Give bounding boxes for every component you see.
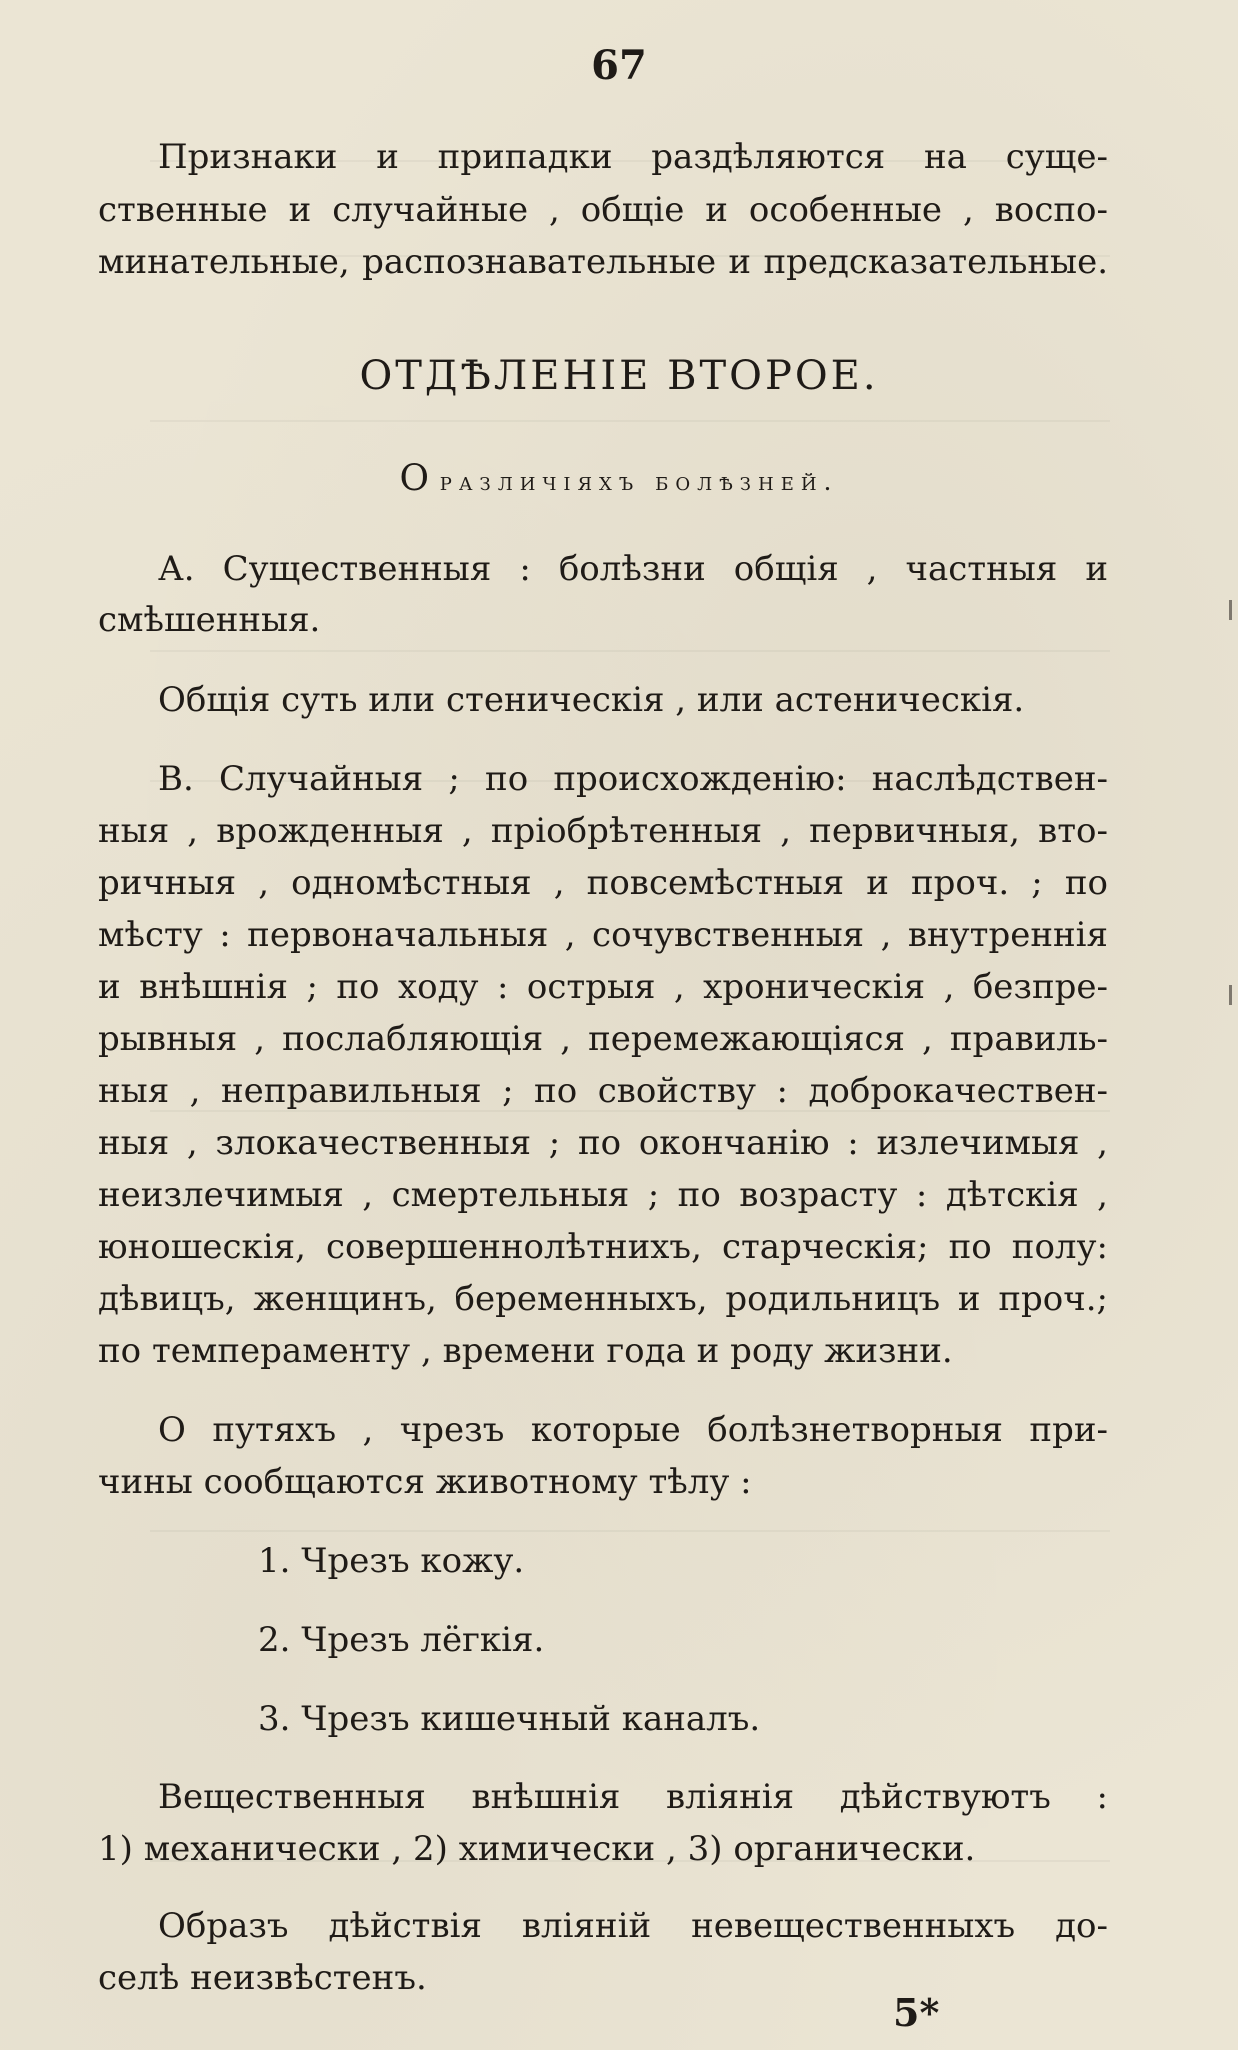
section-b-line-11: дѣвицъ, женщинъ, беременныхъ, родильницъ и проч.; [98, 1279, 1108, 1319]
material-line-1: Вещественныя внѣшнія вліянія дѣйствуютъ : [158, 1777, 1108, 1817]
pathways-line-2: чины сообщаются животному тѣлу : [98, 1462, 752, 1502]
subheading [0, 458, 1238, 499]
pathway-item-1: 1. Чрезъ кожу. [258, 1541, 525, 1581]
pathway-item-3: 3. Чрезъ кишечный каналъ. [258, 1699, 761, 1739]
general-line: Общія суть или стеническія , или астеническія. [158, 680, 1025, 720]
immaterial-line-2: селѣ неизвѣстенъ. [98, 1958, 427, 1998]
pathways-line-1: О путяхъ , чрезъ которые болѣзнетворныя при- [158, 1410, 1108, 1450]
material-line-2: 1) механически , 2) химически , 3) органически. [98, 1829, 976, 1869]
intro-line-2: ственные и случайные , общіе и особенные , воспо- [98, 190, 1108, 230]
intro-line-1: Признаки и припадки раздѣляются на суще- [158, 137, 1108, 177]
section-b-line-6: рывныя , послабляющія , перемежающіяся , правиль- [98, 1019, 1108, 1059]
section-b-line-1: В. Случайныя ; по происхожденію: наслѣдствен- [158, 759, 1108, 799]
section-b-line-12: по темпераменту , времени года и роду жизни. [98, 1331, 953, 1371]
section-b-line-10: юношескія, совершеннолѣтнихъ, старческія; по полу: [98, 1227, 1108, 1267]
section-heading: ОТДѢЛЕНІЕ ВТОРОЕ. [359, 353, 879, 399]
bleed-through-line [150, 650, 1110, 652]
section-b-line-5: и внѣшнія ; по ходу : острыя , хроническія , безпре- [98, 967, 1108, 1007]
section-b-line-4: мѣсту : первоначальныя , сочувственныя , внутреннія [98, 915, 1108, 955]
subheading-first-word: О [399, 458, 429, 499]
section-a-line-2: смѣшенныя. [98, 600, 321, 640]
section-b-line-8: ныя , злокачественныя ; по окончанію : излечимыя , [98, 1123, 1108, 1163]
immaterial-line-1: Образъ дѣйствія вліяній невещественныхъ до- [158, 1906, 1108, 1946]
section-b-line-3: ричныя , одномѣстныя , повсемѣстныя и проч. ; по [98, 863, 1108, 903]
bleed-through-line [150, 1530, 1110, 1532]
printer-signature-mark: 5* [893, 1990, 940, 2035]
bleed-through-line [150, 420, 1110, 422]
page-edge-mark [1229, 600, 1232, 620]
page-number: 67 [591, 42, 647, 89]
section-b-line-2: ныя , врожденныя , пріобрѣтенныя , первичныя, вто- [98, 811, 1108, 851]
subheading-rest: различіяхъ болѣзней. [439, 467, 839, 496]
section-b-line-9: неизлечимыя , смертельныя ; по возрасту : дѣтскія , [98, 1175, 1108, 1215]
section-b-line-7: ныя , неправильныя ; по свойству : доброкачествен- [98, 1071, 1108, 1111]
section-a-line-1: А. Существенныя : болѣзни общія , частныя и [158, 549, 1108, 589]
pathway-item-2: 2. Чрезъ лёгкія. [258, 1620, 545, 1660]
page-edge-mark [1229, 985, 1232, 1005]
intro-line-3: минательные, распознавательные и предсказательные. [98, 242, 1108, 282]
